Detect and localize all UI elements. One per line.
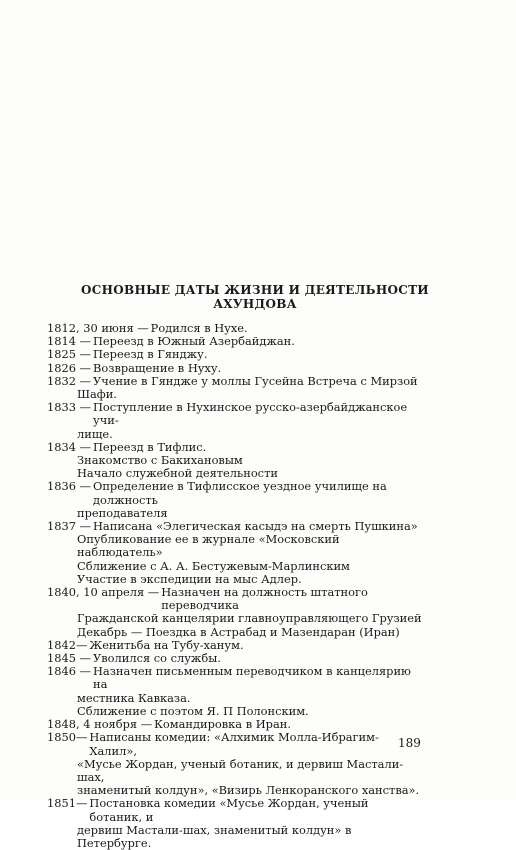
entry-text-continuation: местника Кавказа. xyxy=(77,690,191,705)
entry-text: Постановка комедии «Мусье Жордан, ученый ботаник, и xyxy=(89,796,369,824)
entry-date: 1814 — xyxy=(47,334,91,349)
page-number: 189 xyxy=(398,736,421,750)
entry-date: 1836 — xyxy=(47,479,91,494)
entry-text-continuation: знаменитый колдун», «Визирь Ленкоранского ханства». xyxy=(77,783,420,798)
entry-text-continuation: дервиш Мастали-шах, знаменитый колдун» в Петербурге. xyxy=(77,822,352,850)
chronology-entry xyxy=(47,375,422,401)
chronology-entry xyxy=(47,731,422,797)
entry-text-continuation: Сближение с А. А. Бестужевым-Марлинским xyxy=(77,558,350,573)
entry-text: Определение в Тифлисское уездное училище на должность xyxy=(93,479,387,507)
chronology-entry xyxy=(47,586,422,639)
entry-text: Командировка в Иран. xyxy=(154,717,291,732)
entry-text: Родился в Нухе. xyxy=(150,321,248,335)
chronology-list xyxy=(47,322,422,850)
chapter-title-line-2: АХУНДОВА xyxy=(213,297,297,311)
entry-date: 1851— xyxy=(47,796,88,811)
entry-text-continuation: Шафи. xyxy=(77,387,117,402)
entry-text: Переезд в Южный Азербайджан. xyxy=(93,334,295,349)
entry-text: Возвращение в Нуху. xyxy=(93,360,222,375)
entry-date: 1834 — xyxy=(47,439,91,454)
entry-text-continuation: Участие в экспедиции на мыс Адлер. xyxy=(77,571,302,586)
entry-text: Женитьба на Тубу-ханум. xyxy=(89,637,244,652)
entry-text: Поступление в Нухинское русско-азербайджанское учи- xyxy=(93,400,408,428)
chronology-entry xyxy=(47,441,422,481)
entry-text-continuation: Опубликование ее в журнале «Московский наблюдатель» xyxy=(77,532,340,560)
entry-date: 1850— xyxy=(47,730,88,745)
entry-text: Назначен письменным переводчиком в канцелярию на xyxy=(93,664,411,692)
chronology-entry xyxy=(47,362,422,375)
entry-date: 1845 — xyxy=(47,651,91,666)
entry-text: Переезд в Гянджу. xyxy=(93,347,208,362)
entry-date: 1825 — xyxy=(47,347,91,362)
entry-text-continuation: Сближение с поэтом Я. П Полонским. xyxy=(77,703,309,718)
entry-text-continuation: Гражданской канцелярии главноуправляющего Грузией xyxy=(77,611,422,626)
entry-text-continuation: Начало служебной деятельности xyxy=(77,466,278,481)
entry-text: Написана «Элегическая касыдэ на смерть Пушкина» xyxy=(93,519,418,534)
entry-date: 1848, 4 ноября — xyxy=(47,717,153,732)
entry-text: Назначен на должность штатного переводчика xyxy=(161,585,368,613)
entry-date: 1826 — xyxy=(47,360,91,375)
entry-text-continuation: Знакомство с Бакихановым xyxy=(77,453,243,468)
entry-date: 1812, 30 июня — xyxy=(47,321,149,335)
chronology-entry xyxy=(47,797,422,850)
chronology-entry xyxy=(47,520,422,586)
chronology-entry xyxy=(47,480,422,520)
entry-text-continuation: лище. xyxy=(77,426,113,441)
entry-text: Учение в Гяндже у моллы Гусейна Встреча с Мирзой xyxy=(93,373,418,388)
entry-date: 1846 — xyxy=(47,664,91,679)
chapter-title-line-1: ОСНОВНЫЕ ДАТЫ ЖИЗНИ И ДЕЯТЕЛЬНОСТИ xyxy=(81,283,429,297)
entry-text-continuation: Декабрь — Поездка в Астрабад и Мазендаран (Иран) xyxy=(77,624,400,639)
entry-date: 1840, 10 апреля — xyxy=(47,585,160,600)
entry-date: 1842— xyxy=(47,637,88,652)
entry-text: Написаны комедии: «Алхимик Молла-Ибрагим-Халил», xyxy=(89,730,379,758)
entry-text-continuation: «Мусье Жордан, ученый ботаник, и дервиш Мастали-шах, xyxy=(77,756,404,784)
entry-text: Уволился со службы. xyxy=(93,651,221,666)
entry-date: 1832 — xyxy=(47,373,91,388)
entry-text: Переезд в Тифлис. xyxy=(93,439,207,454)
chronology-entry xyxy=(47,401,422,441)
chronology-entry xyxy=(47,348,422,361)
entry-date: 1833 — xyxy=(47,400,91,415)
chronology-entry xyxy=(47,665,422,718)
entry-text-continuation: преподавателя xyxy=(77,505,168,520)
entry-date: 1837 — xyxy=(47,519,91,534)
